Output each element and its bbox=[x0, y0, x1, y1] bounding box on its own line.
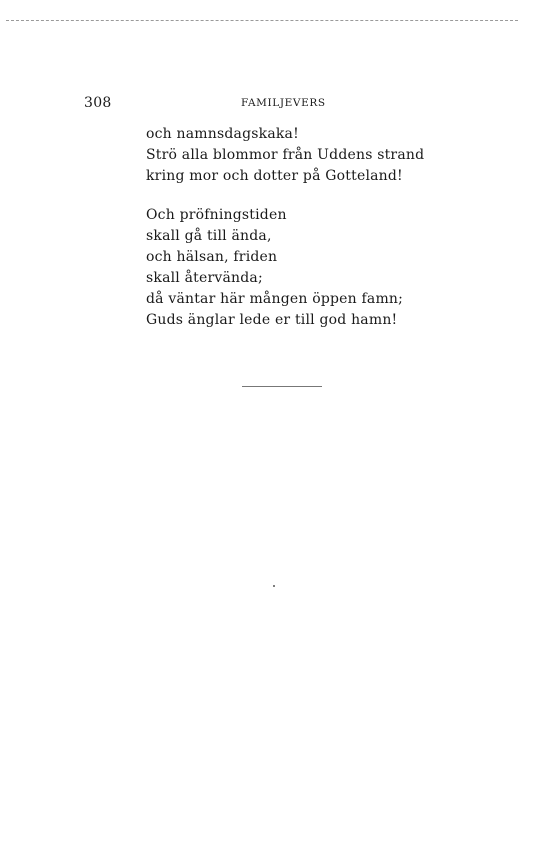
poem-line: och namnsdagskaka! bbox=[146, 126, 299, 142]
poem-line: kring mor och dotter på Gotteland! bbox=[146, 168, 403, 184]
stanza-1 bbox=[146, 124, 466, 187]
poem-line: skall gå till ända, bbox=[146, 228, 272, 244]
poem-body bbox=[146, 124, 466, 349]
poem-line: Och pröfningstiden bbox=[146, 207, 287, 223]
poem-line: Strö alla blommor från Uddens strand bbox=[146, 147, 425, 163]
page-number: 308 bbox=[84, 95, 112, 111]
poem-line: och hälsan, friden bbox=[146, 249, 278, 265]
top-scan-rule bbox=[6, 20, 518, 21]
end-divider-rule bbox=[242, 386, 322, 387]
stanza-2 bbox=[146, 205, 466, 331]
poem-line: då väntar här mången öppen famn; bbox=[146, 291, 404, 307]
running-head: FAMILJEVERS bbox=[241, 97, 326, 109]
ink-speck bbox=[273, 585, 275, 587]
poem-line: skall återvända; bbox=[146, 270, 263, 286]
poem-line: Guds änglar lede er till god hamn! bbox=[146, 312, 398, 328]
